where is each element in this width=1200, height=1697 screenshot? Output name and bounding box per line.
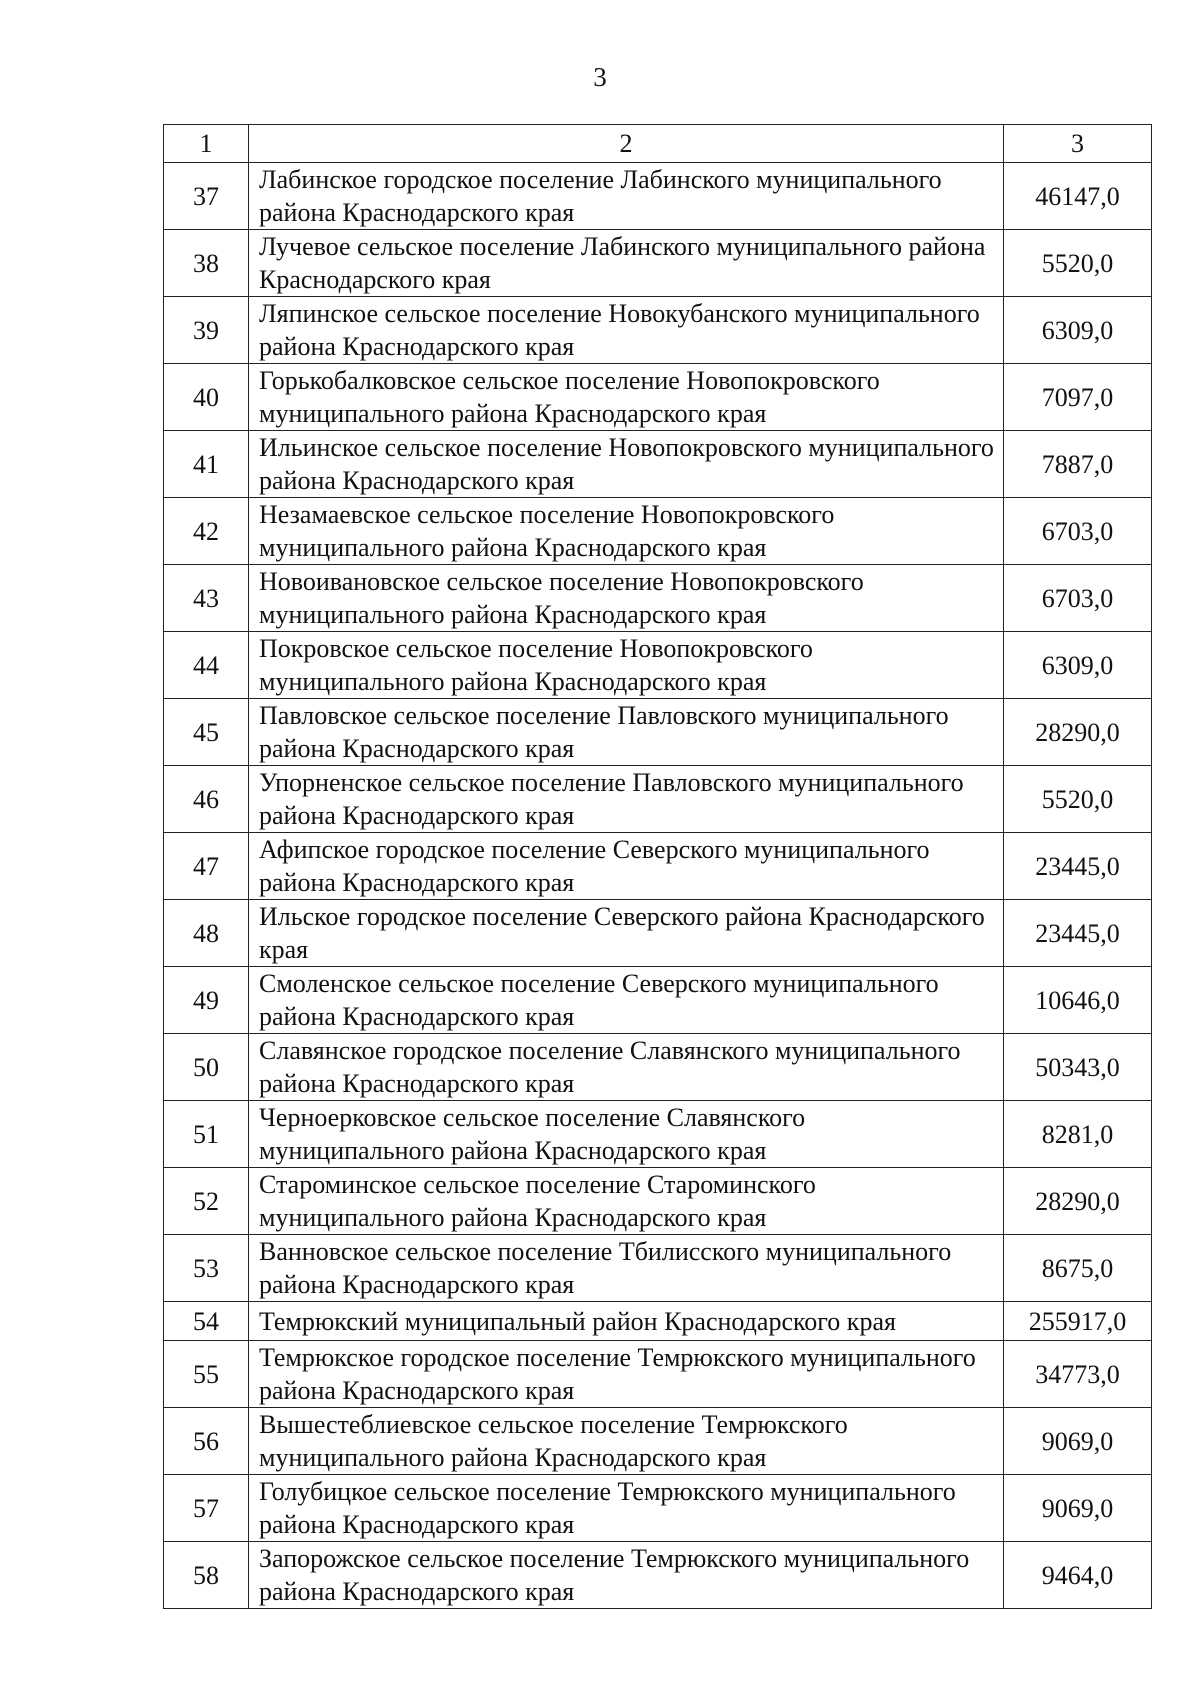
amount-value: 6309,0 — [1004, 297, 1152, 364]
table-row — [164, 1302, 1152, 1341]
amount-value: 23445,0 — [1004, 900, 1152, 967]
amount-value: 8675,0 — [1004, 1235, 1152, 1302]
table-row — [164, 1168, 1152, 1235]
amount-value: 34773,0 — [1004, 1341, 1152, 1408]
municipality-name: Голубицкое сельское поселение Темрюкского муниципального района Краснодарского края — [249, 1475, 1004, 1542]
page-number: 3 — [593, 62, 607, 92]
amount-value: 6703,0 — [1004, 498, 1152, 565]
municipality-name: Смоленское сельское поселение Северского муниципального района Краснодарского края — [249, 967, 1004, 1034]
row-number: 50 — [164, 1034, 249, 1101]
amount-value: 6309,0 — [1004, 632, 1152, 699]
municipality-name: Афипское городское поселение Северского муниципального района Краснодарского края — [249, 833, 1004, 900]
row-number: 42 — [164, 498, 249, 565]
table-header-row — [164, 125, 1152, 163]
amount-value: 28290,0 — [1004, 699, 1152, 766]
table-row — [164, 565, 1152, 632]
municipality-name: Черноерковское сельское поселение Славянского муниципального района Краснодарского края — [249, 1101, 1004, 1168]
municipality-name: Темрюкский муниципальный район Краснодарского края — [249, 1302, 1004, 1341]
municipality-name: Ляпинское сельское поселение Новокубанского муниципального района Краснодарского края — [249, 297, 1004, 364]
row-number: 45 — [164, 699, 249, 766]
table-row — [164, 1341, 1152, 1408]
municipality-name: Незамаевское сельское поселение Новопокровского муниципального района Краснодарского края — [249, 498, 1004, 565]
row-number: 55 — [164, 1341, 249, 1408]
amount-value: 9069,0 — [1004, 1408, 1152, 1475]
amount-value: 5520,0 — [1004, 230, 1152, 297]
amount-value: 255917,0 — [1004, 1302, 1152, 1341]
municipality-name: Горькобалковское сельское поселение Новопокровского муниципального района Краснодарского края — [249, 364, 1004, 431]
row-number: 47 — [164, 833, 249, 900]
municipality-name: Славянское городское поселение Славянского муниципального района Краснодарского края — [249, 1034, 1004, 1101]
amount-value: 9069,0 — [1004, 1475, 1152, 1542]
municipality-name: Темрюкское городское поселение Темрюкского муниципального района Краснодарского края — [249, 1341, 1004, 1408]
municipality-name: Новоивановское сельское поселение Новопокровского муниципального района Краснодарского края — [249, 565, 1004, 632]
amount-value: 9464,0 — [1004, 1542, 1152, 1609]
municipality-name: Староминское сельское поселение Староминского муниципального района Краснодарского края — [249, 1168, 1004, 1235]
table-row — [164, 1408, 1152, 1475]
row-number: 44 — [164, 632, 249, 699]
table-row — [164, 163, 1152, 230]
row-number: 46 — [164, 766, 249, 833]
amount-value: 6703,0 — [1004, 565, 1152, 632]
table-row — [164, 1235, 1152, 1302]
header-cell-3: 3 — [1004, 125, 1152, 163]
municipality-name: Ванновское сельское поселение Тбилисского муниципального района Краснодарского края — [249, 1235, 1004, 1302]
row-number: 51 — [164, 1101, 249, 1168]
table-row — [164, 364, 1152, 431]
header-cell-2: 2 — [249, 125, 1004, 163]
municipality-name: Ильское городское поселение Северского района Краснодарского края — [249, 900, 1004, 967]
amount-value: 28290,0 — [1004, 1168, 1152, 1235]
table-row — [164, 766, 1152, 833]
row-number: 54 — [164, 1302, 249, 1341]
row-number: 38 — [164, 230, 249, 297]
row-number: 40 — [164, 364, 249, 431]
amount-value: 7887,0 — [1004, 431, 1152, 498]
table-row — [164, 1034, 1152, 1101]
table-row — [164, 967, 1152, 1034]
amount-value: 50343,0 — [1004, 1034, 1152, 1101]
amount-value: 7097,0 — [1004, 364, 1152, 431]
row-number: 37 — [164, 163, 249, 230]
table-row — [164, 1475, 1152, 1542]
row-number: 56 — [164, 1408, 249, 1475]
row-number: 53 — [164, 1235, 249, 1302]
table-row — [164, 833, 1152, 900]
amount-value: 5520,0 — [1004, 766, 1152, 833]
municipality-name: Лабинское городское поселение Лабинского муниципального района Краснодарского края — [249, 163, 1004, 230]
municipality-name: Вышестеблиевское сельское поселение Темрюкского муниципального района Краснодарского края — [249, 1408, 1004, 1475]
table-row — [164, 431, 1152, 498]
row-number: 57 — [164, 1475, 249, 1542]
table-row — [164, 1542, 1152, 1609]
table-row — [164, 900, 1152, 967]
amount-value: 46147,0 — [1004, 163, 1152, 230]
allocation-table — [163, 124, 1152, 1609]
row-number: 41 — [164, 431, 249, 498]
municipality-name: Запорожское сельское поселение Темрюкского муниципального района Краснодарского края — [249, 1542, 1004, 1609]
municipality-name: Покровское сельское поселение Новопокровского муниципального района Краснодарского края — [249, 632, 1004, 699]
row-number: 49 — [164, 967, 249, 1034]
row-number: 43 — [164, 565, 249, 632]
municipality-name: Упорненское сельское поселение Павловского муниципального района Краснодарского края — [249, 766, 1004, 833]
table-row — [164, 699, 1152, 766]
amount-value: 10646,0 — [1004, 967, 1152, 1034]
municipality-name: Лучевое сельское поселение Лабинского муниципального района Краснодарского края — [249, 230, 1004, 297]
row-number: 48 — [164, 900, 249, 967]
row-number: 52 — [164, 1168, 249, 1235]
table-row — [164, 297, 1152, 364]
header-cell-1: 1 — [164, 125, 249, 163]
table-row — [164, 230, 1152, 297]
municipality-name: Павловское сельское поселение Павловского муниципального района Краснодарского края — [249, 699, 1004, 766]
amount-value: 23445,0 — [1004, 833, 1152, 900]
row-number: 39 — [164, 297, 249, 364]
municipality-name: Ильинское сельское поселение Новопокровского муниципального района Краснодарского края — [249, 431, 1004, 498]
table-row — [164, 632, 1152, 699]
table-row — [164, 1101, 1152, 1168]
table-row — [164, 498, 1152, 565]
row-number: 58 — [164, 1542, 249, 1609]
amount-value: 8281,0 — [1004, 1101, 1152, 1168]
